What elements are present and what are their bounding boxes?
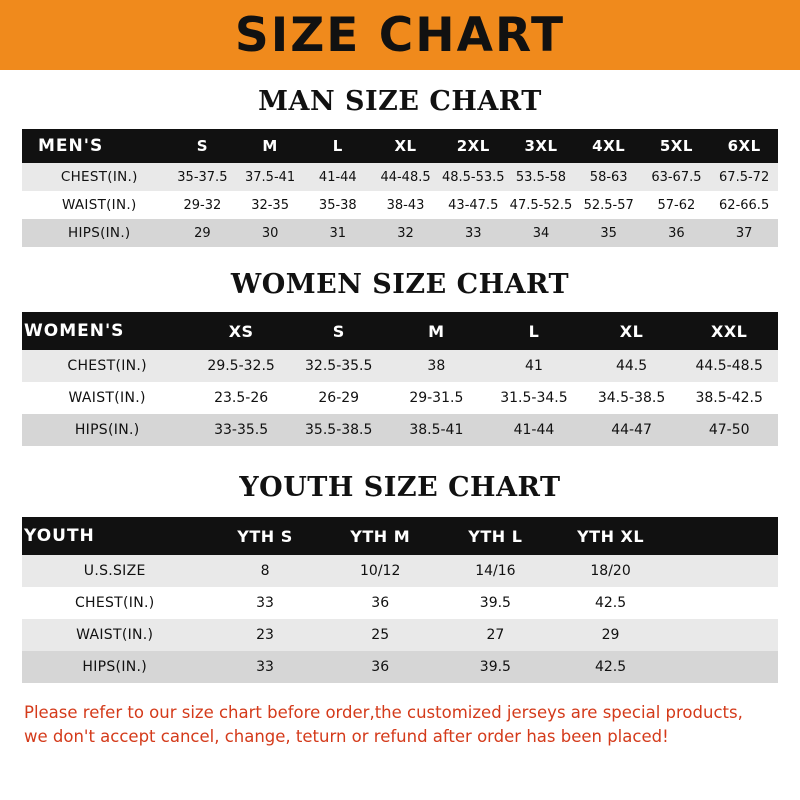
table-row xyxy=(22,350,778,382)
table-cell-spacer xyxy=(668,651,778,683)
table-cell: 23.5-26 xyxy=(214,390,269,406)
column-header: XL xyxy=(394,137,417,155)
table-cell: 8 xyxy=(260,563,270,579)
table-cell: 38-43 xyxy=(386,197,425,213)
table-cell: 38.5-41 xyxy=(409,422,464,438)
column-header: M xyxy=(262,137,278,155)
table-cell: 37 xyxy=(735,225,753,241)
table-cell: 42.5 xyxy=(594,659,627,675)
row-label: HIPS(IN.) xyxy=(68,225,131,241)
table-cell: 41 xyxy=(525,358,543,374)
row-label: WAIST(IN.) xyxy=(61,197,137,213)
column-header: XL xyxy=(619,321,644,341)
table-cell: 39.5 xyxy=(479,659,511,675)
table-header-row xyxy=(22,129,778,163)
table-cell: 44.5-48.5 xyxy=(695,358,763,374)
women-size-section xyxy=(0,269,800,446)
table-cell: 10/12 xyxy=(360,563,401,579)
table-cell-spacer xyxy=(668,587,778,619)
column-header: YTH S xyxy=(237,526,293,546)
man-section-title: MAN SIZE CHART xyxy=(258,86,542,117)
table-cell: 34.5-38.5 xyxy=(597,390,666,406)
row-label: CHEST(IN.) xyxy=(67,358,147,374)
table-cell: 33 xyxy=(256,595,274,611)
table-cell: 42.5 xyxy=(594,595,627,611)
table-cell: 30 xyxy=(261,225,279,241)
column-header: M xyxy=(428,321,445,341)
table-cell: 57-62 xyxy=(657,197,696,213)
table-row xyxy=(22,587,778,619)
row-label: WAIST(IN.) xyxy=(76,627,154,643)
table-cell: 29.5-32.5 xyxy=(207,358,275,374)
table-header-row xyxy=(22,517,778,555)
youth-table-header xyxy=(22,517,778,555)
table-cell: 25 xyxy=(371,627,390,643)
table-cell: 35.5-38.5 xyxy=(305,422,373,438)
table-cell: 43-47.5 xyxy=(448,197,499,213)
table-cell: 38.5-42.5 xyxy=(695,390,763,406)
table-row xyxy=(22,191,778,219)
table-cell: 53.5-58 xyxy=(515,169,567,185)
row-label: WAIST(IN.) xyxy=(68,390,146,406)
table-cell: 32 xyxy=(397,225,414,241)
banner xyxy=(0,0,800,70)
table-cell: 29-31.5 xyxy=(409,390,464,406)
table-cell: 34 xyxy=(532,225,550,241)
column-header: XS xyxy=(228,321,254,341)
column-header: S xyxy=(196,137,209,155)
table-cell: 35-37.5 xyxy=(177,169,228,185)
table-row xyxy=(22,219,778,247)
table-cell: 47-50 xyxy=(708,422,750,438)
row-label: U.S.SIZE xyxy=(83,563,146,579)
women-table-header xyxy=(22,312,778,350)
women-table-body xyxy=(22,350,778,446)
table-cell: 32-35 xyxy=(251,197,289,213)
table-cell: 37.5-41 xyxy=(245,169,296,185)
table-cell: 27 xyxy=(486,627,505,643)
table-cell-spacer xyxy=(668,619,778,651)
table-cell: 47.5-52.5 xyxy=(509,197,573,213)
table-cell: 41-44 xyxy=(318,169,357,185)
column-header: MEN'S xyxy=(38,136,104,156)
table-cell: 33 xyxy=(256,659,274,675)
table-cell: 32.5-35.5 xyxy=(305,358,373,374)
column-header: YTH XL xyxy=(577,526,645,546)
table-cell: 36 xyxy=(668,225,685,241)
table-cell: 23 xyxy=(256,627,274,643)
table-cell: 29 xyxy=(194,225,211,241)
table-row xyxy=(22,163,778,191)
page-title: SIZE CHART xyxy=(234,7,566,63)
table-cell: 48.5-53.5 xyxy=(441,169,505,185)
order-notice xyxy=(24,701,776,749)
table-cell: 33-35.5 xyxy=(214,422,269,438)
table-cell: 31.5-34.5 xyxy=(500,390,568,406)
table-row xyxy=(22,619,778,651)
row-label: CHEST(IN.) xyxy=(60,169,138,185)
column-header: 3XL xyxy=(524,137,558,155)
column-header: L xyxy=(332,137,343,155)
man-table-header xyxy=(22,129,778,163)
man-size-section xyxy=(0,86,800,247)
youth-size-table xyxy=(22,517,778,683)
youth-section-title: YOUTH SIZE CHART xyxy=(239,472,561,503)
column-header: WOMEN'S xyxy=(24,321,125,341)
table-cell: 36 xyxy=(371,595,390,611)
table-cell: 14/16 xyxy=(475,563,516,579)
column-header-spacer xyxy=(668,517,778,555)
column-header: YTH L xyxy=(468,526,523,546)
table-cell: 38 xyxy=(427,358,446,374)
table-cell: 29-32 xyxy=(183,197,222,213)
row-label: HIPS(IN.) xyxy=(74,422,140,438)
row-label: CHEST(IN.) xyxy=(74,595,155,611)
youth-table-body xyxy=(22,555,778,683)
column-header: 5XL xyxy=(659,137,693,155)
table-cell: 33 xyxy=(464,225,482,241)
column-header: 4XL xyxy=(592,137,626,155)
table-cell: 41-44 xyxy=(513,422,555,438)
table-cell: 26-29 xyxy=(318,390,360,406)
table-row xyxy=(22,382,778,414)
man-table-body xyxy=(22,163,778,247)
table-cell: 18/20 xyxy=(590,563,631,579)
column-header: YTH M xyxy=(350,526,411,546)
table-cell: 62-66.5 xyxy=(719,197,770,213)
column-header: L xyxy=(528,321,540,341)
table-cell: 35 xyxy=(600,225,617,241)
table-cell: 31 xyxy=(329,225,347,241)
row-label: HIPS(IN.) xyxy=(82,659,148,675)
youth-size-section xyxy=(0,472,800,683)
table-cell: 29 xyxy=(601,627,620,643)
table-cell: 52.5-57 xyxy=(583,197,634,213)
table-cell: 58-63 xyxy=(589,169,628,185)
table-cell: 67.5-72 xyxy=(719,169,770,185)
column-header: YOUTH xyxy=(24,526,95,546)
column-header: XXL xyxy=(710,321,748,341)
table-header-row xyxy=(22,312,778,350)
women-size-table xyxy=(22,312,778,446)
table-cell-spacer xyxy=(668,555,778,587)
table-cell: 35-38 xyxy=(318,197,357,213)
table-cell: 44-47 xyxy=(611,422,652,438)
table-cell: 36 xyxy=(371,659,390,675)
column-header: 2XL xyxy=(456,137,490,155)
table-cell: 63-67.5 xyxy=(651,169,702,185)
women-section-title: WOMEN SIZE CHART xyxy=(230,269,570,300)
table-row xyxy=(22,414,778,446)
table-cell: 44.5 xyxy=(615,358,648,374)
notice-line-1: Please refer to our size chart before order,the customized jerseys are special products, xyxy=(24,703,743,722)
notice-line-2: we don't accept cancel, change, teturn or refund after order has been placed! xyxy=(24,726,669,746)
table-row xyxy=(22,651,778,683)
man-size-table xyxy=(22,129,778,247)
column-header: S xyxy=(332,321,345,341)
table-cell: 44-48.5 xyxy=(380,169,431,185)
table-cell: 39.5 xyxy=(479,595,511,611)
table-row xyxy=(22,555,778,587)
column-header: 6XL xyxy=(727,137,761,155)
